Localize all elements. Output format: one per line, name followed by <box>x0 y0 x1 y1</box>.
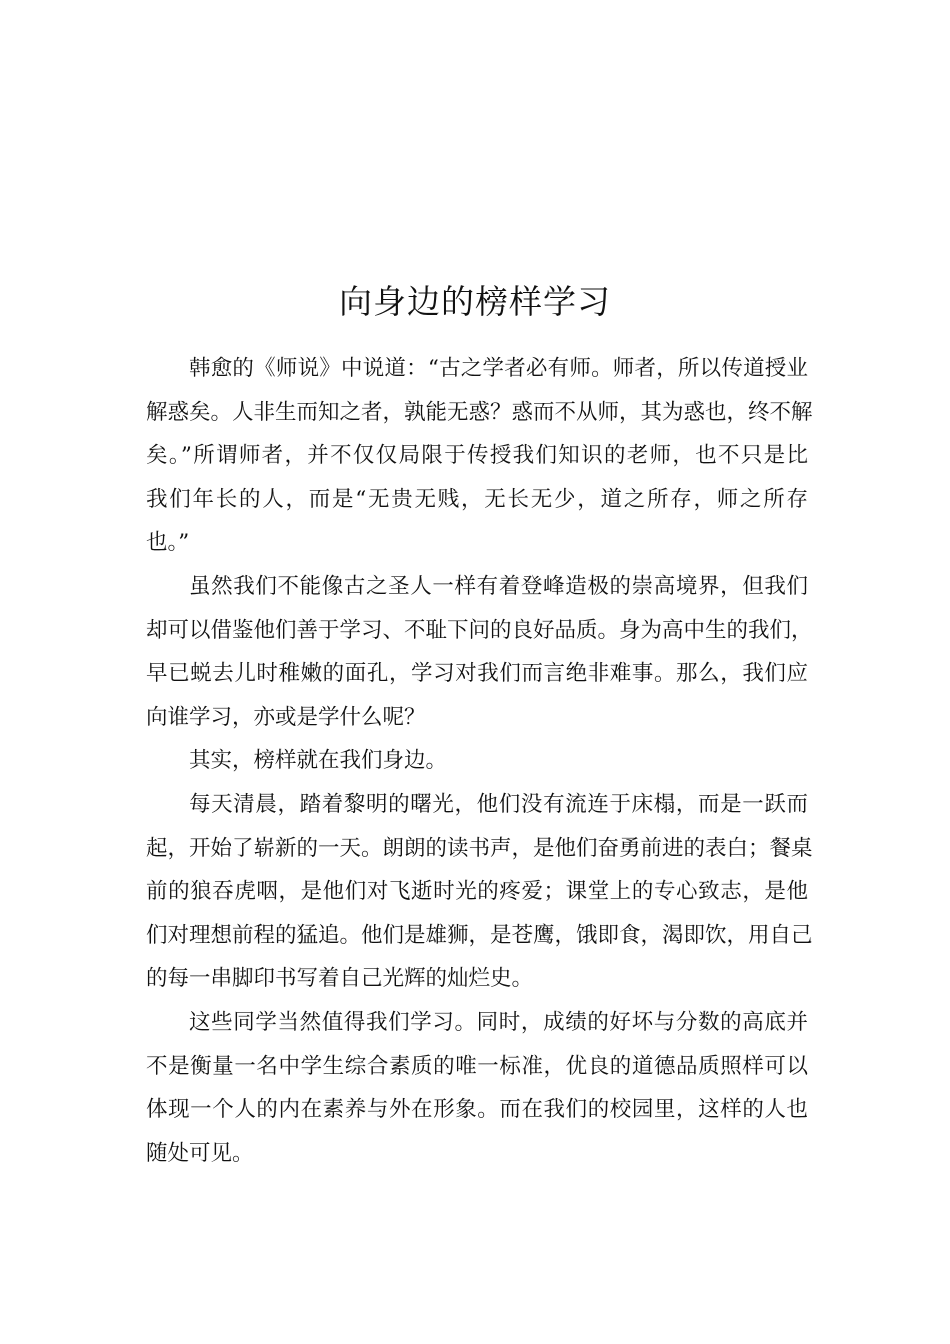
paragraph <box>146 1001 808 1175</box>
document-body <box>146 347 813 1175</box>
text-line: 们对理想前程的猛追。他们是雄狮，是苍鹰，饿即食，渴即饮，用自己 <box>146 922 813 948</box>
text-line: 每天清晨，踏着黎明的曙光，他们没有流连于床榻，而是一跃而 <box>189 791 808 817</box>
text-line: 解惑矣。人非生而知之者，孰能无惑？惑而不从师，其为惑也，终不解 <box>146 399 813 425</box>
text-line: 的每一串脚印书写着自己光辉的灿烂史。 <box>146 966 534 992</box>
text-line: 韩愈的《师说》中说道：“古之学者必有师。师者，所以传道授业 <box>189 356 808 381</box>
text-line: 其实，榜样就在我们身边。 <box>189 748 448 774</box>
text-line: 我们年长的人，而是“无贵无贱，无长无少，道之所存，师之所存 <box>146 486 808 512</box>
text-line: 矣。”所谓师者，并不仅仅局限于传授我们知识的老师，也不只是比 <box>146 443 808 469</box>
text-line: 前的狼吞虎咽，是他们对飞逝时光的疼爱；课堂上的专心致志，是他 <box>146 879 808 905</box>
text-line: 也。” <box>146 530 190 556</box>
text-line: 起，开始了崭新的一天。朗朗的读书声，是他们奋勇前进的表白；餐桌 <box>146 835 813 861</box>
text-line: 不是衡量一名中学生综合素质的唯一标准，优良的道德品质照样可以 <box>146 1053 808 1079</box>
text-line: 虽然我们不能像古之圣人一样有着登峰造极的崇高境界，但我们 <box>189 573 808 599</box>
text-line: 却可以借鉴他们善于学习、不耻下问的良好品质。身为高中生的我们， <box>146 617 813 643</box>
text-line: 体现一个人的内在素养与外在形象。而在我们的校园里，这样的人也 <box>146 1097 808 1123</box>
paragraph <box>146 347 813 565</box>
text-line: 早已蜕去儿时稚嫩的面孔，学习对我们而言绝非难事。那么，我们应 <box>146 661 808 687</box>
paragraph <box>146 783 813 1001</box>
text-line: 这些同学当然值得我们学习。同时，成绩的好坏与分数的高底并 <box>189 1009 808 1035</box>
document-title: 向身边的榜样学习 <box>339 282 611 321</box>
paragraph <box>146 565 813 739</box>
text-line: 向谁学习，亦或是学什么呢？ <box>146 704 426 730</box>
paragraph <box>146 739 808 783</box>
text-line: 随处可见。 <box>146 1140 254 1166</box>
